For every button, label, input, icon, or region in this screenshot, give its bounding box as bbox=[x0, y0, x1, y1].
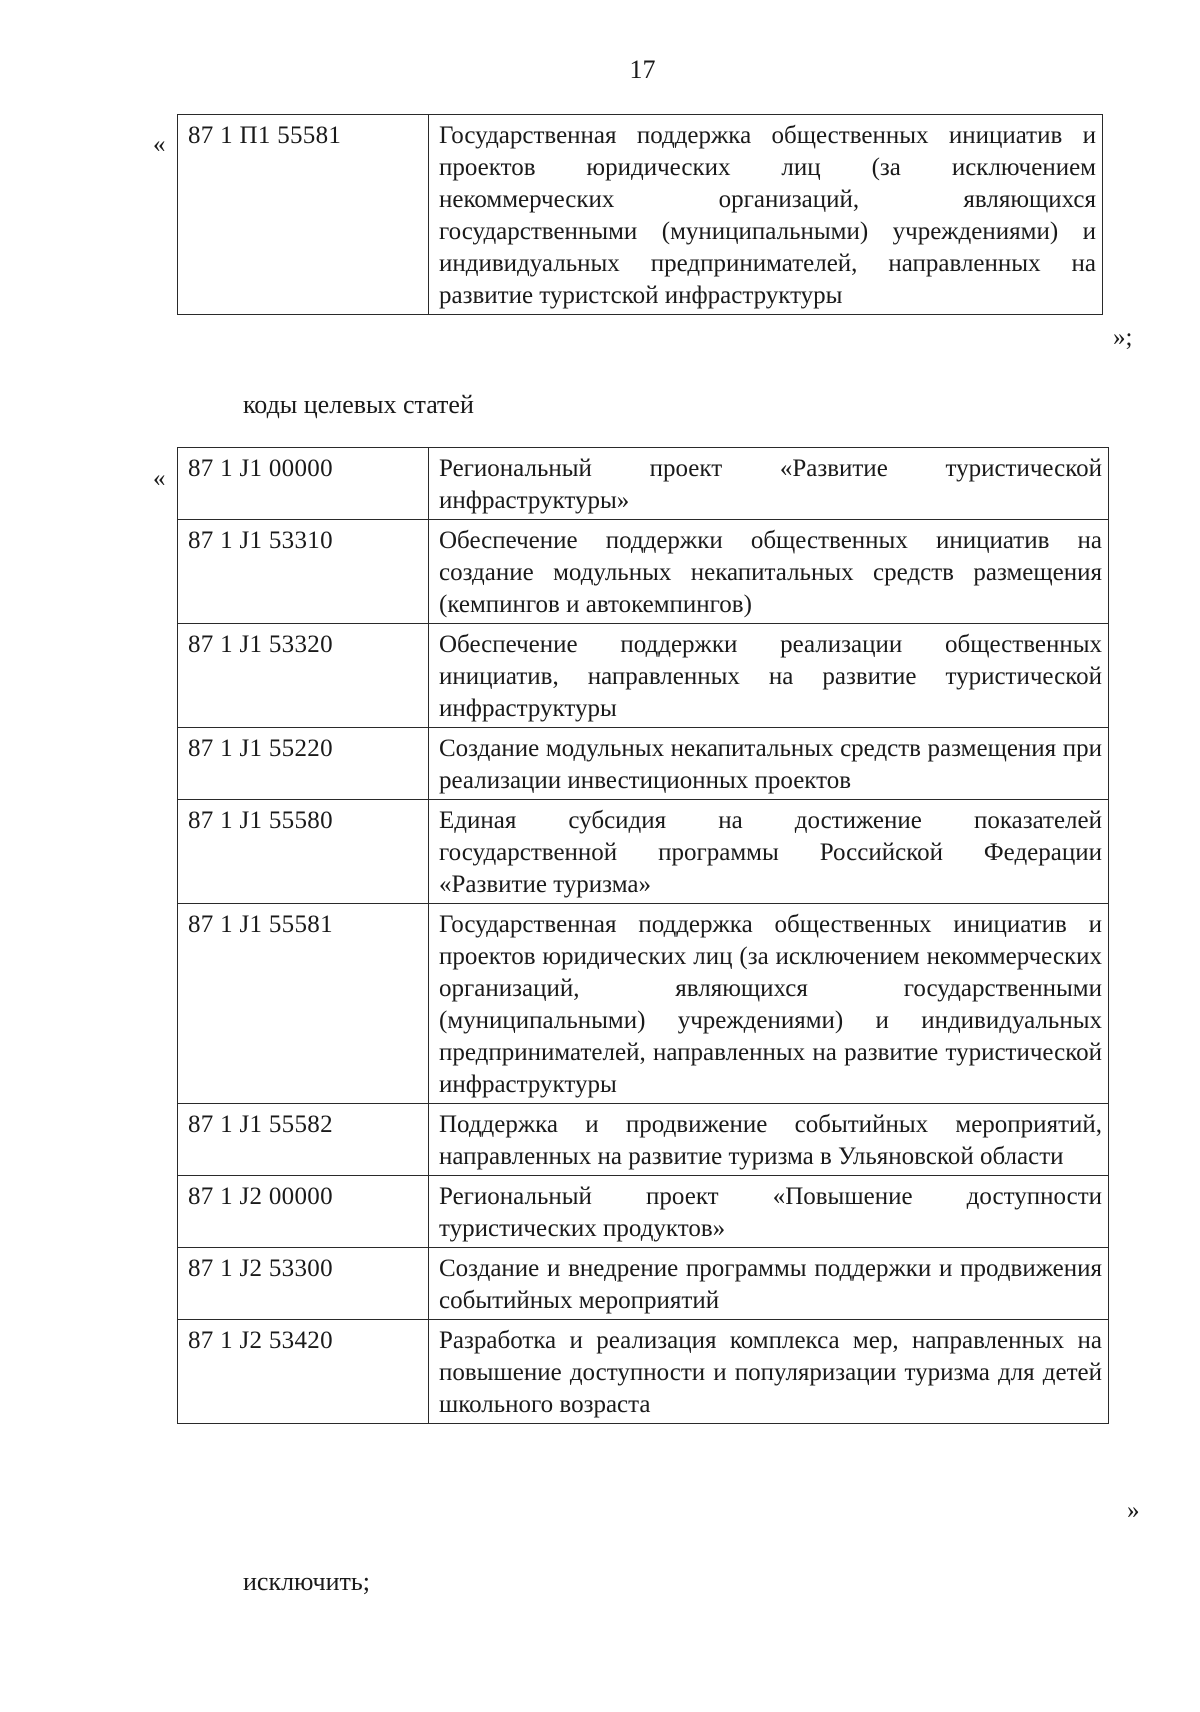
article-description: Создание и внедрение программы поддержки и продвижения событийных мероприятий bbox=[429, 1248, 1109, 1320]
table-row bbox=[178, 1176, 1109, 1248]
article-code: 87 1 J2 53300 bbox=[178, 1248, 429, 1320]
article-description: Единая субсидия на достижение показателей государственной программы Российской Федерации «Развитие туризма» bbox=[429, 800, 1109, 904]
article-code: 87 1 J2 00000 bbox=[178, 1176, 429, 1248]
article-description: Обеспечение поддержки реализации общественных инициатив, направленных на развитие туристической инфраструктуры bbox=[429, 624, 1109, 728]
closing-quote-2: » bbox=[1127, 1497, 1140, 1524]
article-description: Обеспечение поддержки общественных инициатив на создание модульных некапитальных средств размещения (кемпингов и автокемпингов) bbox=[429, 520, 1109, 624]
article-code: 87 1 J1 55582 bbox=[178, 1104, 429, 1176]
opening-quote-1: « bbox=[153, 131, 166, 158]
article-code: 87 1 J1 55220 bbox=[178, 728, 429, 800]
article-code: 87 1 П1 55581 bbox=[178, 115, 429, 315]
article-description: Разработка и реализация комплекса мер, направленных на повышение доступности и популяризации туризма для детей школьного возраста bbox=[429, 1320, 1109, 1424]
article-code: 87 1 J1 53320 bbox=[178, 624, 429, 728]
table-row bbox=[178, 624, 1109, 728]
article-description: Поддержка и продвижение событийных мероприятий, направленных на развитие туризма в Ульяновской области bbox=[429, 1104, 1109, 1176]
table-row bbox=[178, 520, 1109, 624]
table-row bbox=[178, 448, 1109, 520]
article-description: Государственная поддержка общественных инициатив и проектов юридических лиц (за исключением некоммерческих организаций, являющихся государственными (муниципальными) учреждениями) и индивидуальных предпринимателей, направленных на развитие туристской инфраструктуры bbox=[429, 115, 1103, 315]
closing-instruction: исключить; bbox=[243, 1567, 370, 1596]
table-row bbox=[178, 115, 1103, 315]
article-description: Создание модульных некапитальных средств размещения при реализации инвестиционных проектов bbox=[429, 728, 1109, 800]
article-code: 87 1 J2 53420 bbox=[178, 1320, 429, 1424]
page-number: 17 bbox=[629, 55, 656, 84]
article-code: 87 1 J1 55581 bbox=[178, 904, 429, 1104]
article-description: Региональный проект «Развитие туристической инфраструктуры» bbox=[429, 448, 1109, 520]
article-code: 87 1 J1 00000 bbox=[178, 448, 429, 520]
table-row bbox=[178, 1104, 1109, 1176]
table-row bbox=[178, 1320, 1109, 1424]
target-article-table-2 bbox=[177, 447, 1109, 1424]
article-code: 87 1 J1 55580 bbox=[178, 800, 429, 904]
opening-quote-2: « bbox=[153, 465, 166, 492]
table-row bbox=[178, 904, 1109, 1104]
article-code: 87 1 J1 53310 bbox=[178, 520, 429, 624]
table-row bbox=[178, 800, 1109, 904]
table-row bbox=[178, 728, 1109, 800]
target-article-table-1 bbox=[177, 114, 1103, 315]
article-description: Региональный проект «Повышение доступности туристических продуктов» bbox=[429, 1176, 1109, 1248]
article-description: Государственная поддержка общественных инициатив и проектов юридических лиц (за исключением некоммерческих организаций, являющихся государственными (муниципальными) учреждениями) и индивидуальных предпринимателей, направленных на развитие туристической инфраструктуры bbox=[429, 904, 1109, 1104]
table-row bbox=[178, 1248, 1109, 1320]
codes-heading: коды целевых статей bbox=[243, 390, 474, 419]
closing-quote-1: »; bbox=[1113, 324, 1133, 351]
